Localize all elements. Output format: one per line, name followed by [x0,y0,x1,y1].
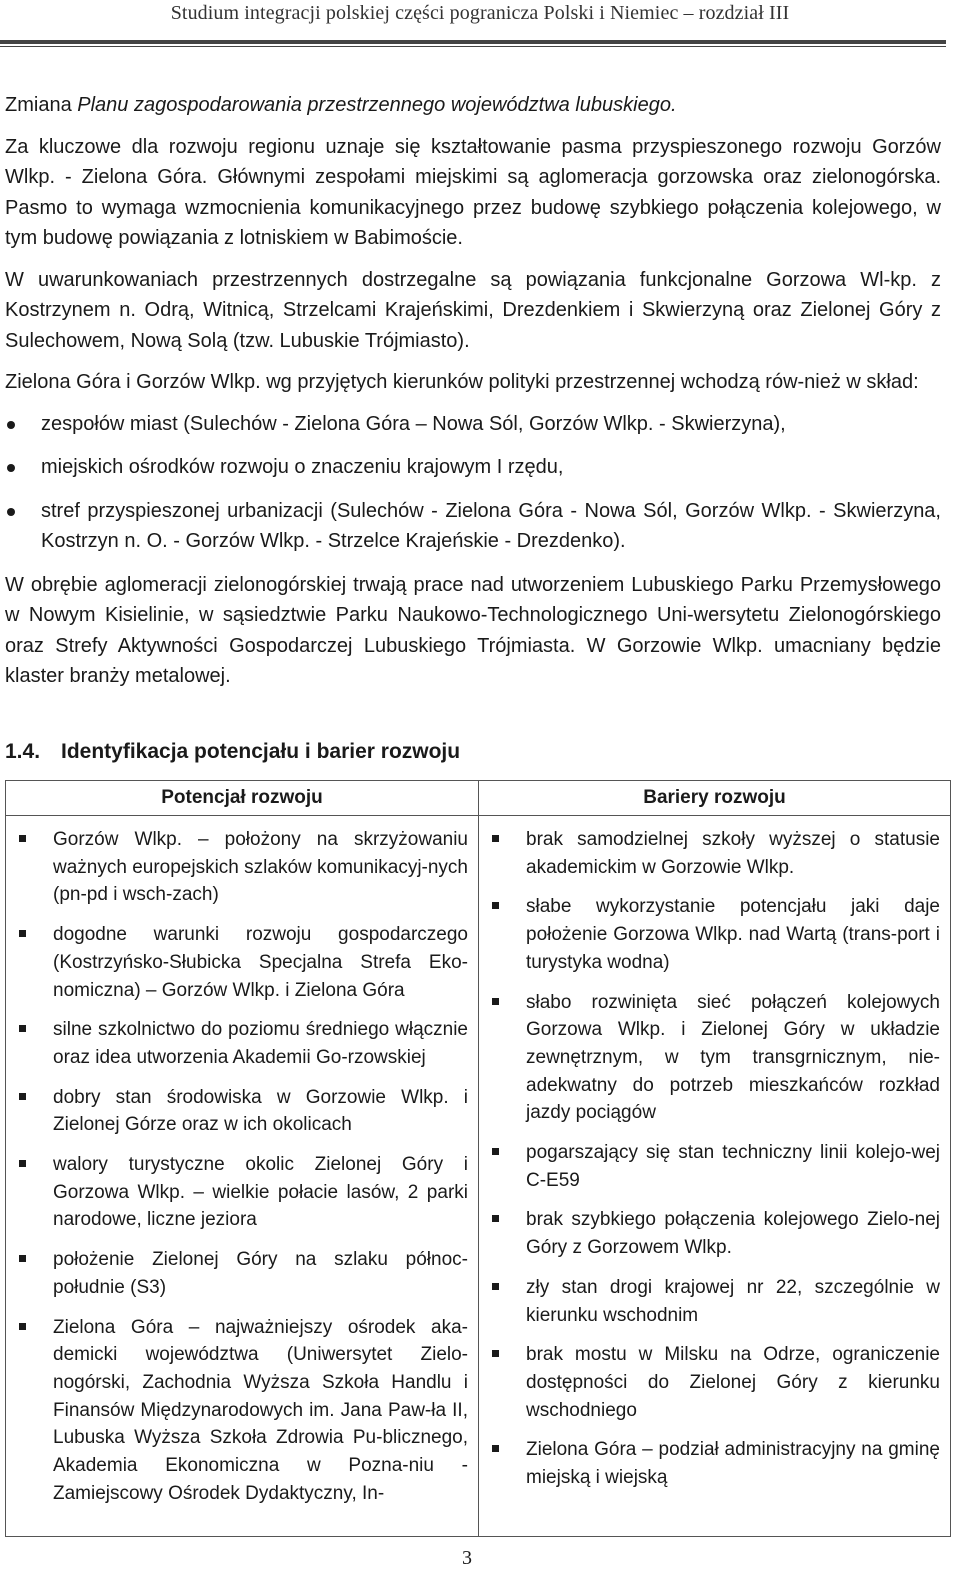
barriers-list [489,826,940,1492]
list-item [489,1206,940,1261]
table-row [6,816,951,1537]
barrier-text: słabo rozwinięta sieć połączeń kolejowych Gorzowa Wlkp. i Zielonej Góry w układzie zewnętrznym, w tym transgrnicznym, nie-adekwatny do potrzeb mieszkańców rozkład jazdy pociągów [526,991,940,1124]
list-item [489,1436,940,1491]
paragraph: Zielona Góra i Gorzów Wlkp. wg przyjętych kierunków polityki przestrzennej wchodzą rów-nież w skład: [5,371,919,393]
potential-barriers-table [5,780,951,1537]
section-title: Identyfikacja potencjału i barier rozwoju [61,740,461,763]
bullet-item [5,409,941,440]
column-header-barriers: Bariery rozwoju [479,781,951,816]
list-item [489,1274,940,1329]
closing-paragraph: W obrębie aglomeracji zielonogórskiej trwają prace nad utworzeniem Lubuskiego Parku Przemysłowego w Nowym Kisielinie, w sąsiedztwie Parku Naukowo-Technologicznego Uni-wersytetu Zielonogórskiego oraz Strefy Aktywności Gospodarczej Lubuskiego Trójmiasta. W Gorzowie Wlkp. umacniany będzie klaster branży metalowej. [5,573,941,687]
list-item [489,826,940,881]
barrier-text: słabe wykorzystanie potencjału jaki daje położenie Gorzowa Wlkp. nad Wartą (trans-port i turystyka wodna) [526,896,940,973]
barrier-text: pogarszający się stan techniczny linii kolejo-wej C-E59 [526,1142,940,1191]
page-number: 3 [462,1547,472,1569]
paragraph: Za kluczowe dla rozwoju regionu uznaje się kształtowanie pasma przyspieszonego rozwoju Gorzów Wlkp. - Zielona Góra. Głównymi zespołami miejskimi są aglomeracja gorzowska oraz zielonogórska. Pasmo to wymaga wzmocnienia komunikacyjnego przez budowę szybkiego połączenia kolejowego, w tym budowę powiązania z lotniskiem w Babimoście. [5,135,941,249]
body-text [5,90,941,703]
potential-text: silne szkolnictwo do poziomu średniego włącznie oraz idea utworzenia Akademii Go-rzowskiej [53,1019,468,1068]
bullet-dot-icon [7,464,15,472]
list-item [489,989,940,1128]
square-bullet-icon [19,1160,26,1167]
bullet-list [5,409,941,557]
barrier-text: brak szybkiego połączenia kolejowego Zielo-nej Góry z Gorzowem Wlkp. [526,1209,940,1259]
barrier-text: brak samodzielnej szkoły wyższej o statusie akademickim w Gorzowie Wlkp. [526,829,940,878]
square-bullet-icon [19,930,26,937]
list-item [489,893,940,976]
list-item [16,921,468,1004]
column-header-potential: Potencjał rozwoju [6,781,479,816]
intro-line [5,90,941,121]
bullet-text: miejskich ośrodków rozwoju o znaczeniu krajowym I rzędu, [41,456,564,478]
potential-text: położenie Zielonej Góry na szlaku północ-południe (S3) [53,1249,468,1298]
bullet-item [5,496,941,557]
potential-list [16,826,468,1507]
potential-text: Zielona Góra – najważniejszy ośrodek aka-demicki województwa (Uniwersytet Zielo-nogórski, Zachodnia Wyższa Szkoła Handlu i Finansów Międzynarodowych im. Jana Paw-ła II, Lubuska Wyższa Szkoła Zdrowia Pu-blicznego, Akademia Ekonomiczna w Pozna-niu - Zamiejscowy Ośrodek Dydaktyczny, In- [53,1316,468,1504]
header-rule-thin [0,46,946,47]
barrier-text: brak mostu w Milsku na Odrze, ograniczenie dostępności do Zielonej Góry z kierunku wschodniego [526,1344,940,1421]
square-bullet-icon [19,1093,26,1100]
barrier-text: zły stan drogi krajowej nr 22, szczególnie w kierunku wschodnim [526,1276,940,1326]
square-bullet-icon [492,1215,499,1222]
bullet-dot-icon [7,421,15,429]
list-item [16,1314,468,1508]
section-number: 1.4. [5,740,41,763]
list-item [16,1016,468,1071]
section-heading [5,740,460,764]
square-bullet-icon [492,1283,499,1290]
bullet-text: stref przyspieszonej urbanizacji (Sulechów - Zielona Góra - Nowa Sól, Gorzów Wlkp. - Skwierzyna, Kostrzyn n. O. - Gorzów Wlkp. - Strzelce Krajeńskie - Drezdenko). [41,499,941,552]
list-item [489,1341,940,1424]
square-bullet-icon [492,1445,499,1452]
square-bullet-icon [492,835,499,842]
running-header: Studium integracji polskiej części pogranicza Polski i Niemiec – rozdział III [170,2,790,24]
square-bullet-icon [492,998,499,1005]
bullet-item [5,452,941,483]
square-bullet-icon [492,1148,499,1155]
list-item [16,826,468,909]
list-item [16,1084,468,1139]
barriers-cell [479,816,951,1537]
square-bullet-icon [19,1255,26,1262]
square-bullet-icon [19,1025,26,1032]
square-bullet-icon [492,902,499,909]
barrier-text: Zielona Góra – podział administracyjny na gminę miejską i wiejską [526,1439,940,1489]
intro-italic: Planu zagospodarowania przestrzennego województwa lubuskiego. [77,94,677,116]
paragraph: W uwarunkowaniach przestrzennych dostrzegalne są powiązania funkcjonalne Gorzowa Wl-kp. z Kostrzynem n. Odrą, Witnicą, Strzelcami Krajeńskimi, Drezdenkiem i Skwierzyną oraz Zielonej Góry z Sulechowem, Nową Solą (tzw. Lubuskie Trójmiasto). [5,268,941,352]
potential-text: dogodne warunki rozwoju gospodarczego (Kostrzyńsko-Słubicka Specjalna Strefa Eko-nomiczna) – Gorzów Wlkp. i Zielona Góra [53,924,468,1001]
list-item [489,1139,940,1194]
bullet-dot-icon [7,508,15,516]
list-item [16,1151,468,1234]
square-bullet-icon [492,1350,499,1357]
square-bullet-icon [19,835,26,842]
table-header-row [6,781,951,816]
potential-text: dobry stan środowiska w Gorzowie Wlkp. i Zielonej Górze oraz w ich okolicach [53,1086,468,1136]
potential-text: Gorzów Wlkp. – położony na skrzyżowaniu ważnych europejskich szlaków komunikacyj-nych (pn-pd i wsch-zach) [53,829,469,906]
bullet-text: zespołów miast (Sulechów - Zielona Góra – Nowa Sól, Gorzów Wlkp. - Skwierzyna), [41,412,786,435]
potential-text: walory turystyczne okolic Zielonej Góry i Gorzowa Wlkp. – wielkie połacie lasów, 2 parki narodowe, liczne jeziora [53,1154,468,1231]
potential-cell [6,816,479,1537]
list-item [16,1246,468,1301]
header-rule [0,40,946,44]
intro-prefix: Zmiana [5,94,78,116]
square-bullet-icon [19,1323,26,1330]
